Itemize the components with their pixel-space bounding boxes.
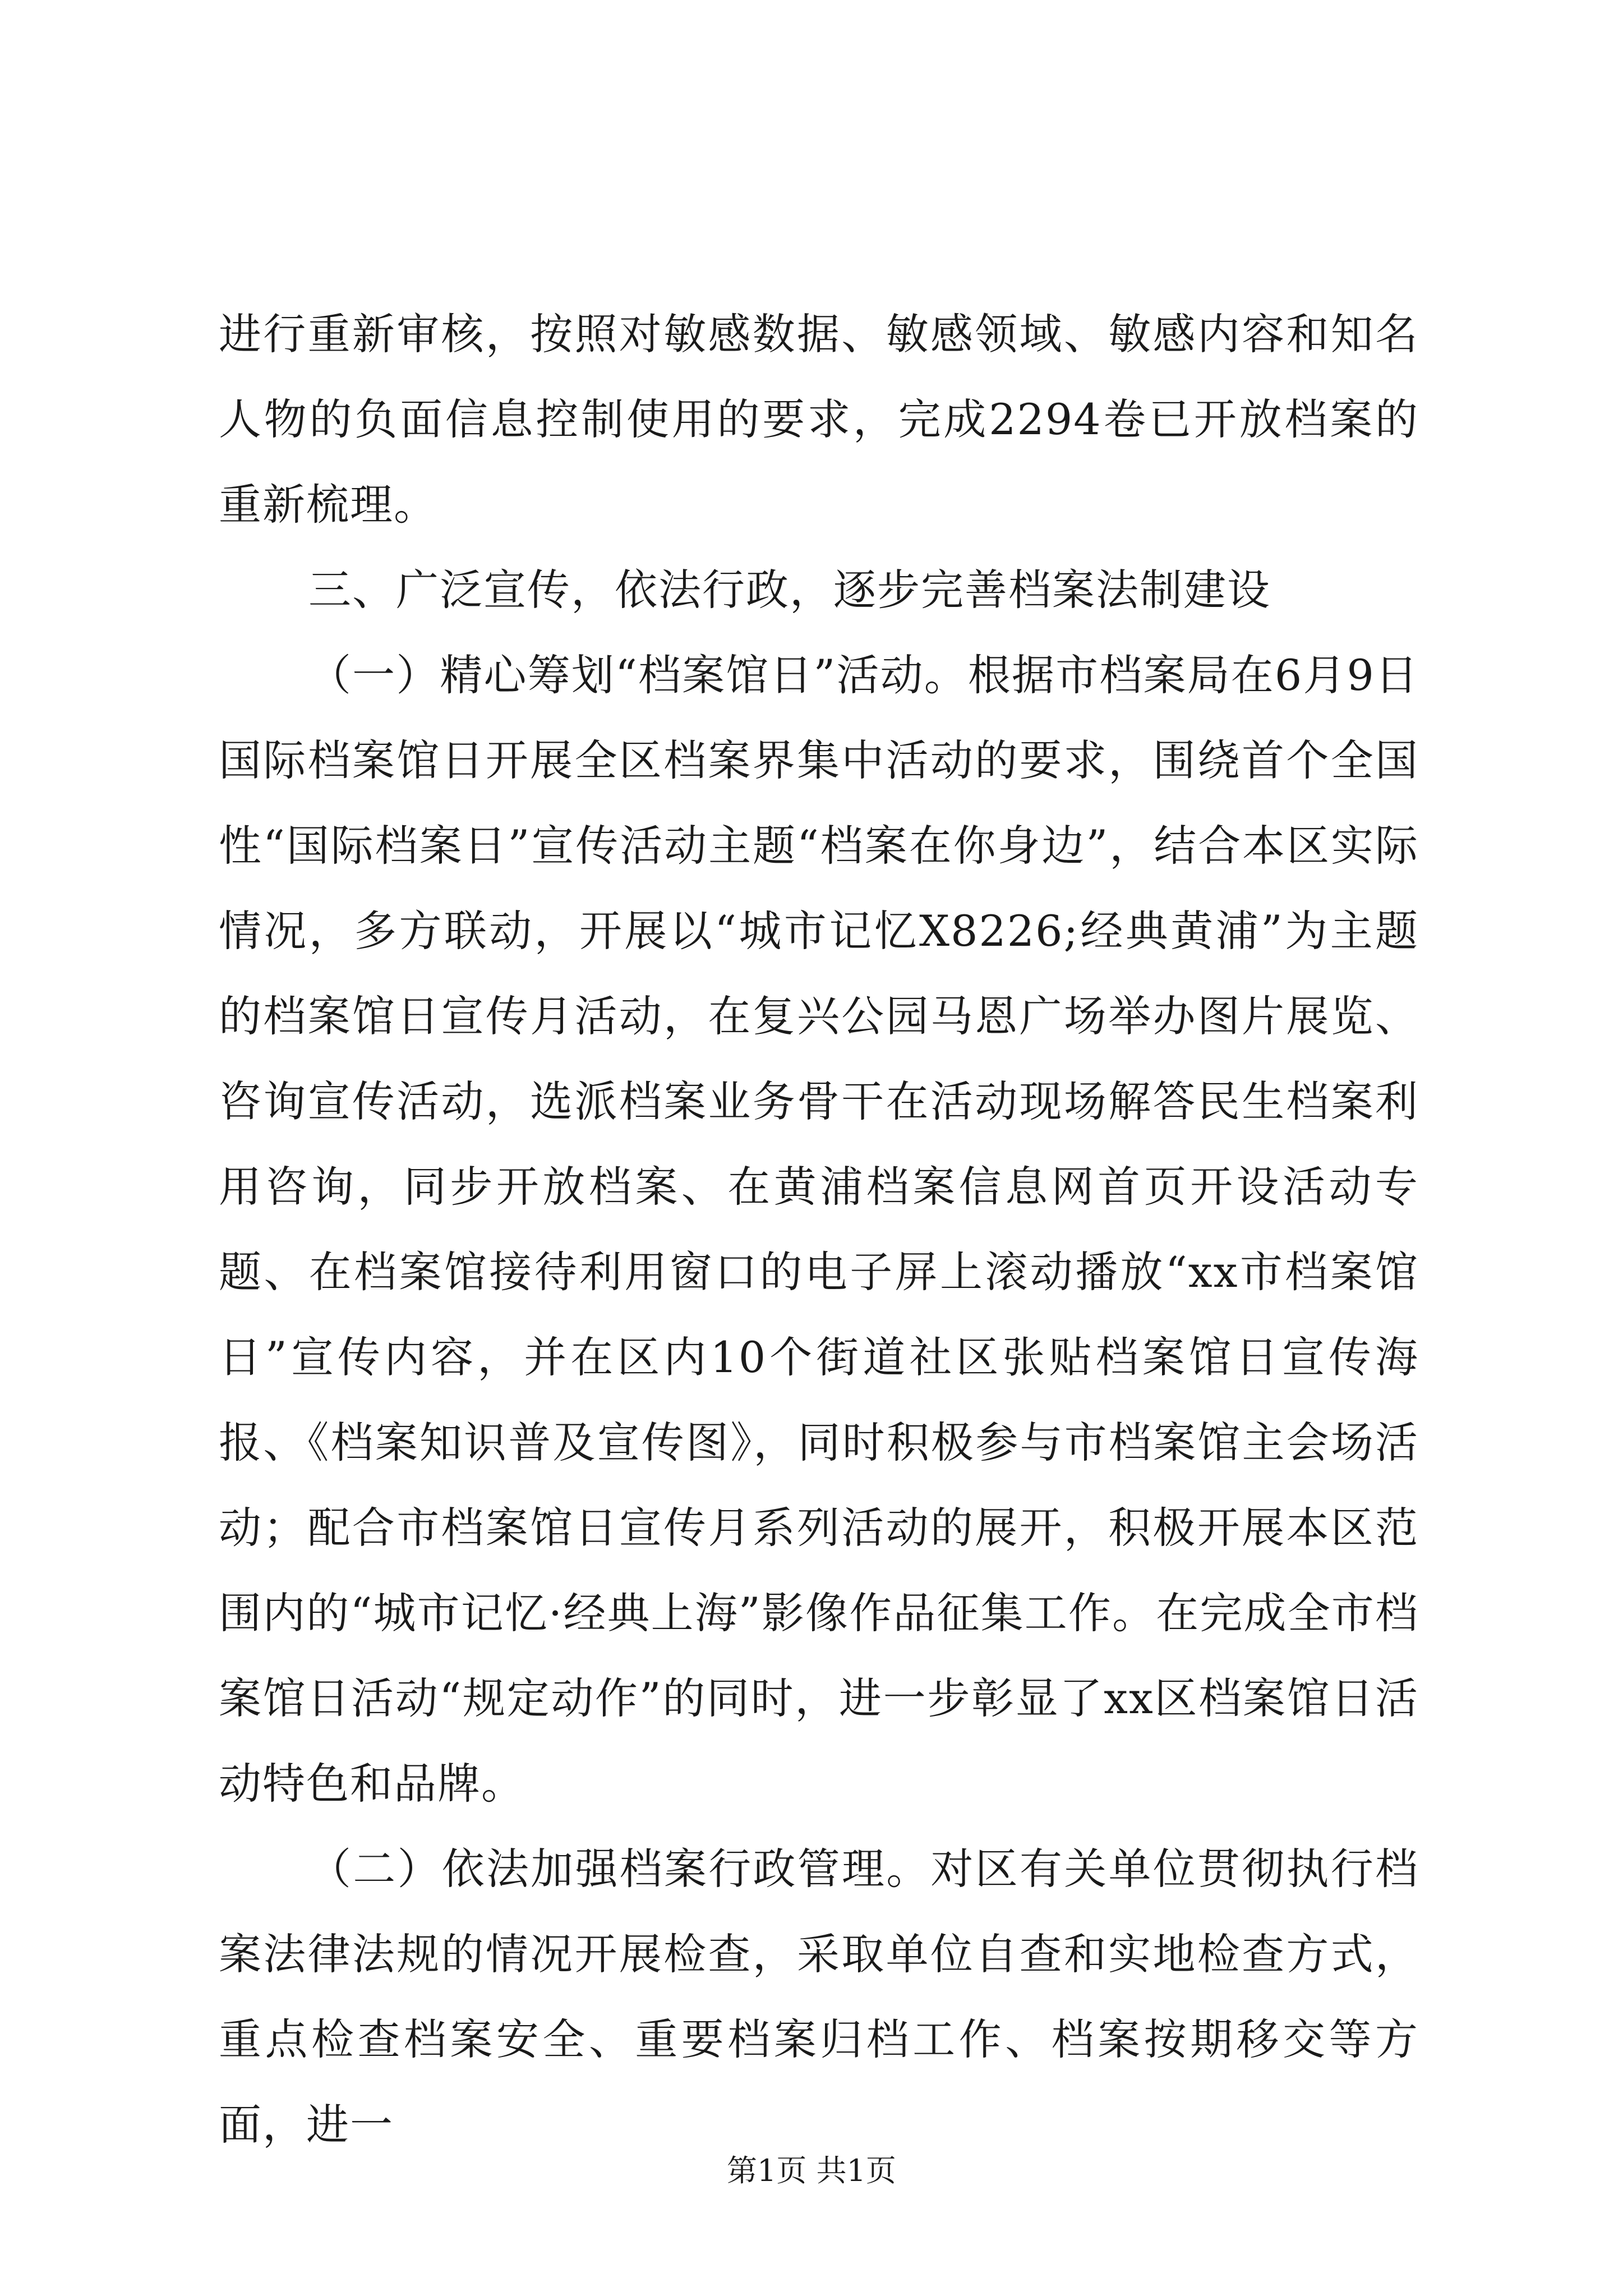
paragraph-continuation: 进行重新审核，按照对敏感数据、敏感领域、敏感内容和知名人物的负面信息控制使用的要求，完成2294卷已开放档案的重新梳理。: [219, 309, 1419, 530]
section-heading: 三、广泛宣传，依法行政，逐步完善档案法制建设: [308, 565, 1271, 615]
paragraph-administration: （二）依法加强档案行政管理。对区有关单位贯彻执行档案法律法规的情况开展检查，采取单位自查和实地检查方式，重点检查档案安全、重要档案归档工作、档案按期移交等方面，进一: [219, 1844, 1419, 2150]
document-body: [219, 292, 1419, 2168]
paragraph-archive-day: （一）精心筹划“档案馆日”活动。根据市档案局在6月9日国际档案馆日开展全区档案界集中活动的要求，围绕首个全国性“国际档案日”宣传活动主题“档案在你身边”，结合本区实际情况，多方联动，开展以“城市记忆X8226;经典黄浦”为主题的档案馆日宣传月活动，在复兴公园马恩广场举办图片展览、咨询宣传活动，选派档案业务骨干在活动现场解答民生档案利用咨询，同步开放档案、在黄浦档案信息网首页开设活动专题、在档案馆接待利用窗口的电子屏上滚动播放“xx市档案馆日”宣传内容，并在区内10个街道社区张贴档案馆日宣传海报、《档案知识普及宣传图》，同时积极参与市档案馆主会场活动；配合市档案馆日宣传月系列活动的展开，积极开展本区范围内的“城市记忆·经典上海”影像作品征集工作。在完成全市档案馆日活动“规定动作”的同时，进一步彰显了xx区档案馆日活动特色和品牌。: [219, 650, 1419, 1809]
page-footer: 第1页 共1页: [727, 2153, 896, 2188]
